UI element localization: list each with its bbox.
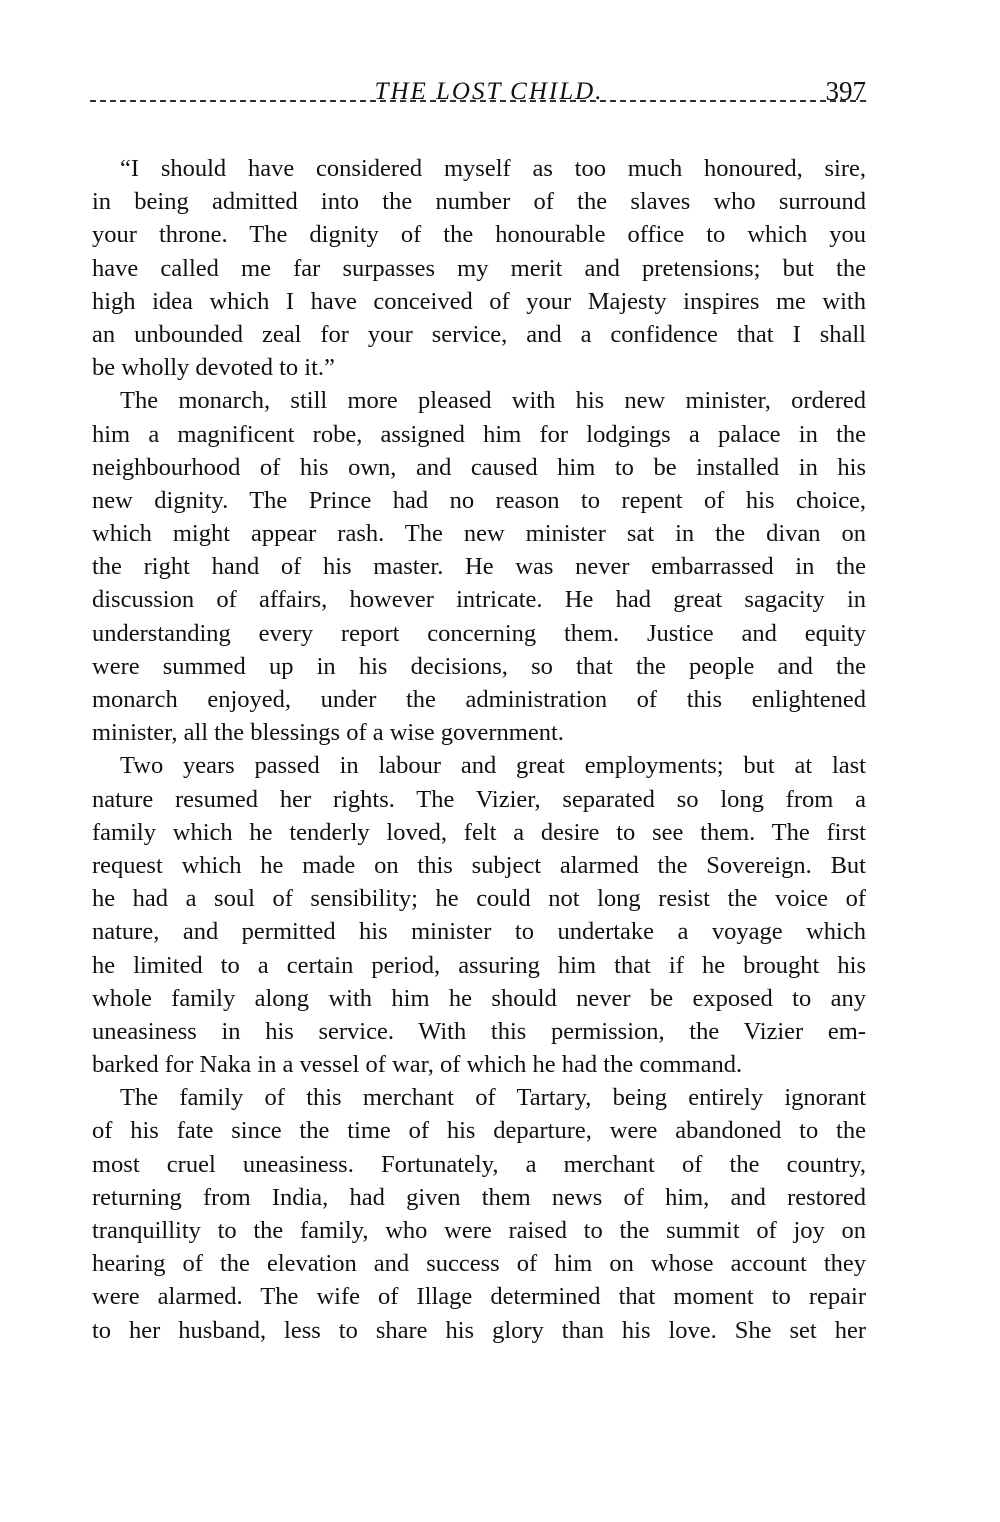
text-line: him a magnificent robe, assigned him for lodgings a palace in the xyxy=(92,420,866,448)
text-line: The monarch, still more pleased with his new minister, ordered xyxy=(120,387,866,415)
text-line: were summed up in his decisions, so that the people and the xyxy=(92,652,866,680)
text-line: he had a soul of sensibility; he could not long resist the voice of xyxy=(92,885,866,913)
text-line: in being admitted into the number of the slaves who surround xyxy=(92,188,866,216)
text-line: be wholly devoted to it.” xyxy=(92,354,335,382)
paragraph xyxy=(92,152,866,384)
text-line: to her husband, less to share his glory than his love. She set her xyxy=(92,1316,866,1344)
text-line: of his fate since the time of his departure, were abandoned to the xyxy=(92,1117,866,1145)
text-line: understanding every report concerning them. Justice and equity xyxy=(92,619,866,647)
paragraph xyxy=(92,749,866,1081)
text-line: monarch enjoyed, under the administration of this enlightened xyxy=(92,686,866,713)
text-line: uneasiness in his service. With this permission, the Vizier em- xyxy=(92,1017,866,1045)
text-line: request which he made on this subject alarmed the Sovereign. But xyxy=(92,851,866,879)
text-line: whole family along with him he should never be exposed to any xyxy=(92,984,866,1012)
text-line: returning from India, had given them news of him, and restored xyxy=(92,1183,866,1211)
text-line: new dignity. The Prince had no reason to repent of his choice, xyxy=(92,486,866,514)
text-line: barked for Naka in a vessel of war, of which he had the command. xyxy=(92,1051,743,1079)
text-line: nature, and permitted his minister to undertake a voyage which xyxy=(92,918,866,946)
text-line: neighbourhood of his own, and caused him to be installed in his xyxy=(92,453,866,481)
body-text xyxy=(92,152,866,1347)
text-line: which might appear rash. The new minister sat in the divan on xyxy=(92,520,866,548)
running-head xyxy=(92,74,866,108)
text-line: discussion of affairs, however intricate. He had great sagacity in xyxy=(92,586,866,614)
text-line: Two years passed in labour and great employments; but at last xyxy=(120,752,866,780)
text-line: an unbounded zeal for your service, and a confidence that I shall xyxy=(92,320,866,348)
text-line: he limited to a certain period, assuring him that if he brought his xyxy=(92,951,866,979)
text-line: most cruel uneasiness. Fortunately, a merchant of the country, xyxy=(92,1150,866,1178)
text-line: high idea which I have conceived of your Majesty inspires me with xyxy=(92,287,866,315)
text-line: your throne. The dignity of the honourable office to which you xyxy=(92,221,866,249)
text-line: have called me far surpasses my merit and pretensions; but the xyxy=(92,254,866,282)
text-line: The family of this merchant of Tartary, being entirely ignorant xyxy=(120,1084,866,1112)
paragraph xyxy=(92,1081,866,1347)
text-line: minister, all the blessings of a wise government. xyxy=(92,719,564,747)
chapter-title: THE LOST CHILD. xyxy=(374,78,604,105)
text-line: hearing of the elevation and success of him on whose account they xyxy=(92,1250,866,1278)
text-line: the right hand of his master. He was never embarrassed in the xyxy=(92,553,866,581)
text-line: family which he tenderly loved, felt a desire to see them. The first xyxy=(92,818,866,846)
text-line: “I should have considered myself as too much honoured, sire, xyxy=(120,155,866,182)
paragraph xyxy=(92,384,866,749)
header-rule xyxy=(90,100,866,102)
text-line: tranquillity to the family, who were raised to the summit of joy on xyxy=(92,1217,866,1244)
text-line: were alarmed. The wife of Illage determined that moment to repair xyxy=(92,1283,866,1311)
text-line: nature resumed her rights. The Vizier, separated so long from a xyxy=(92,785,866,813)
page-number: 397 xyxy=(825,76,866,106)
